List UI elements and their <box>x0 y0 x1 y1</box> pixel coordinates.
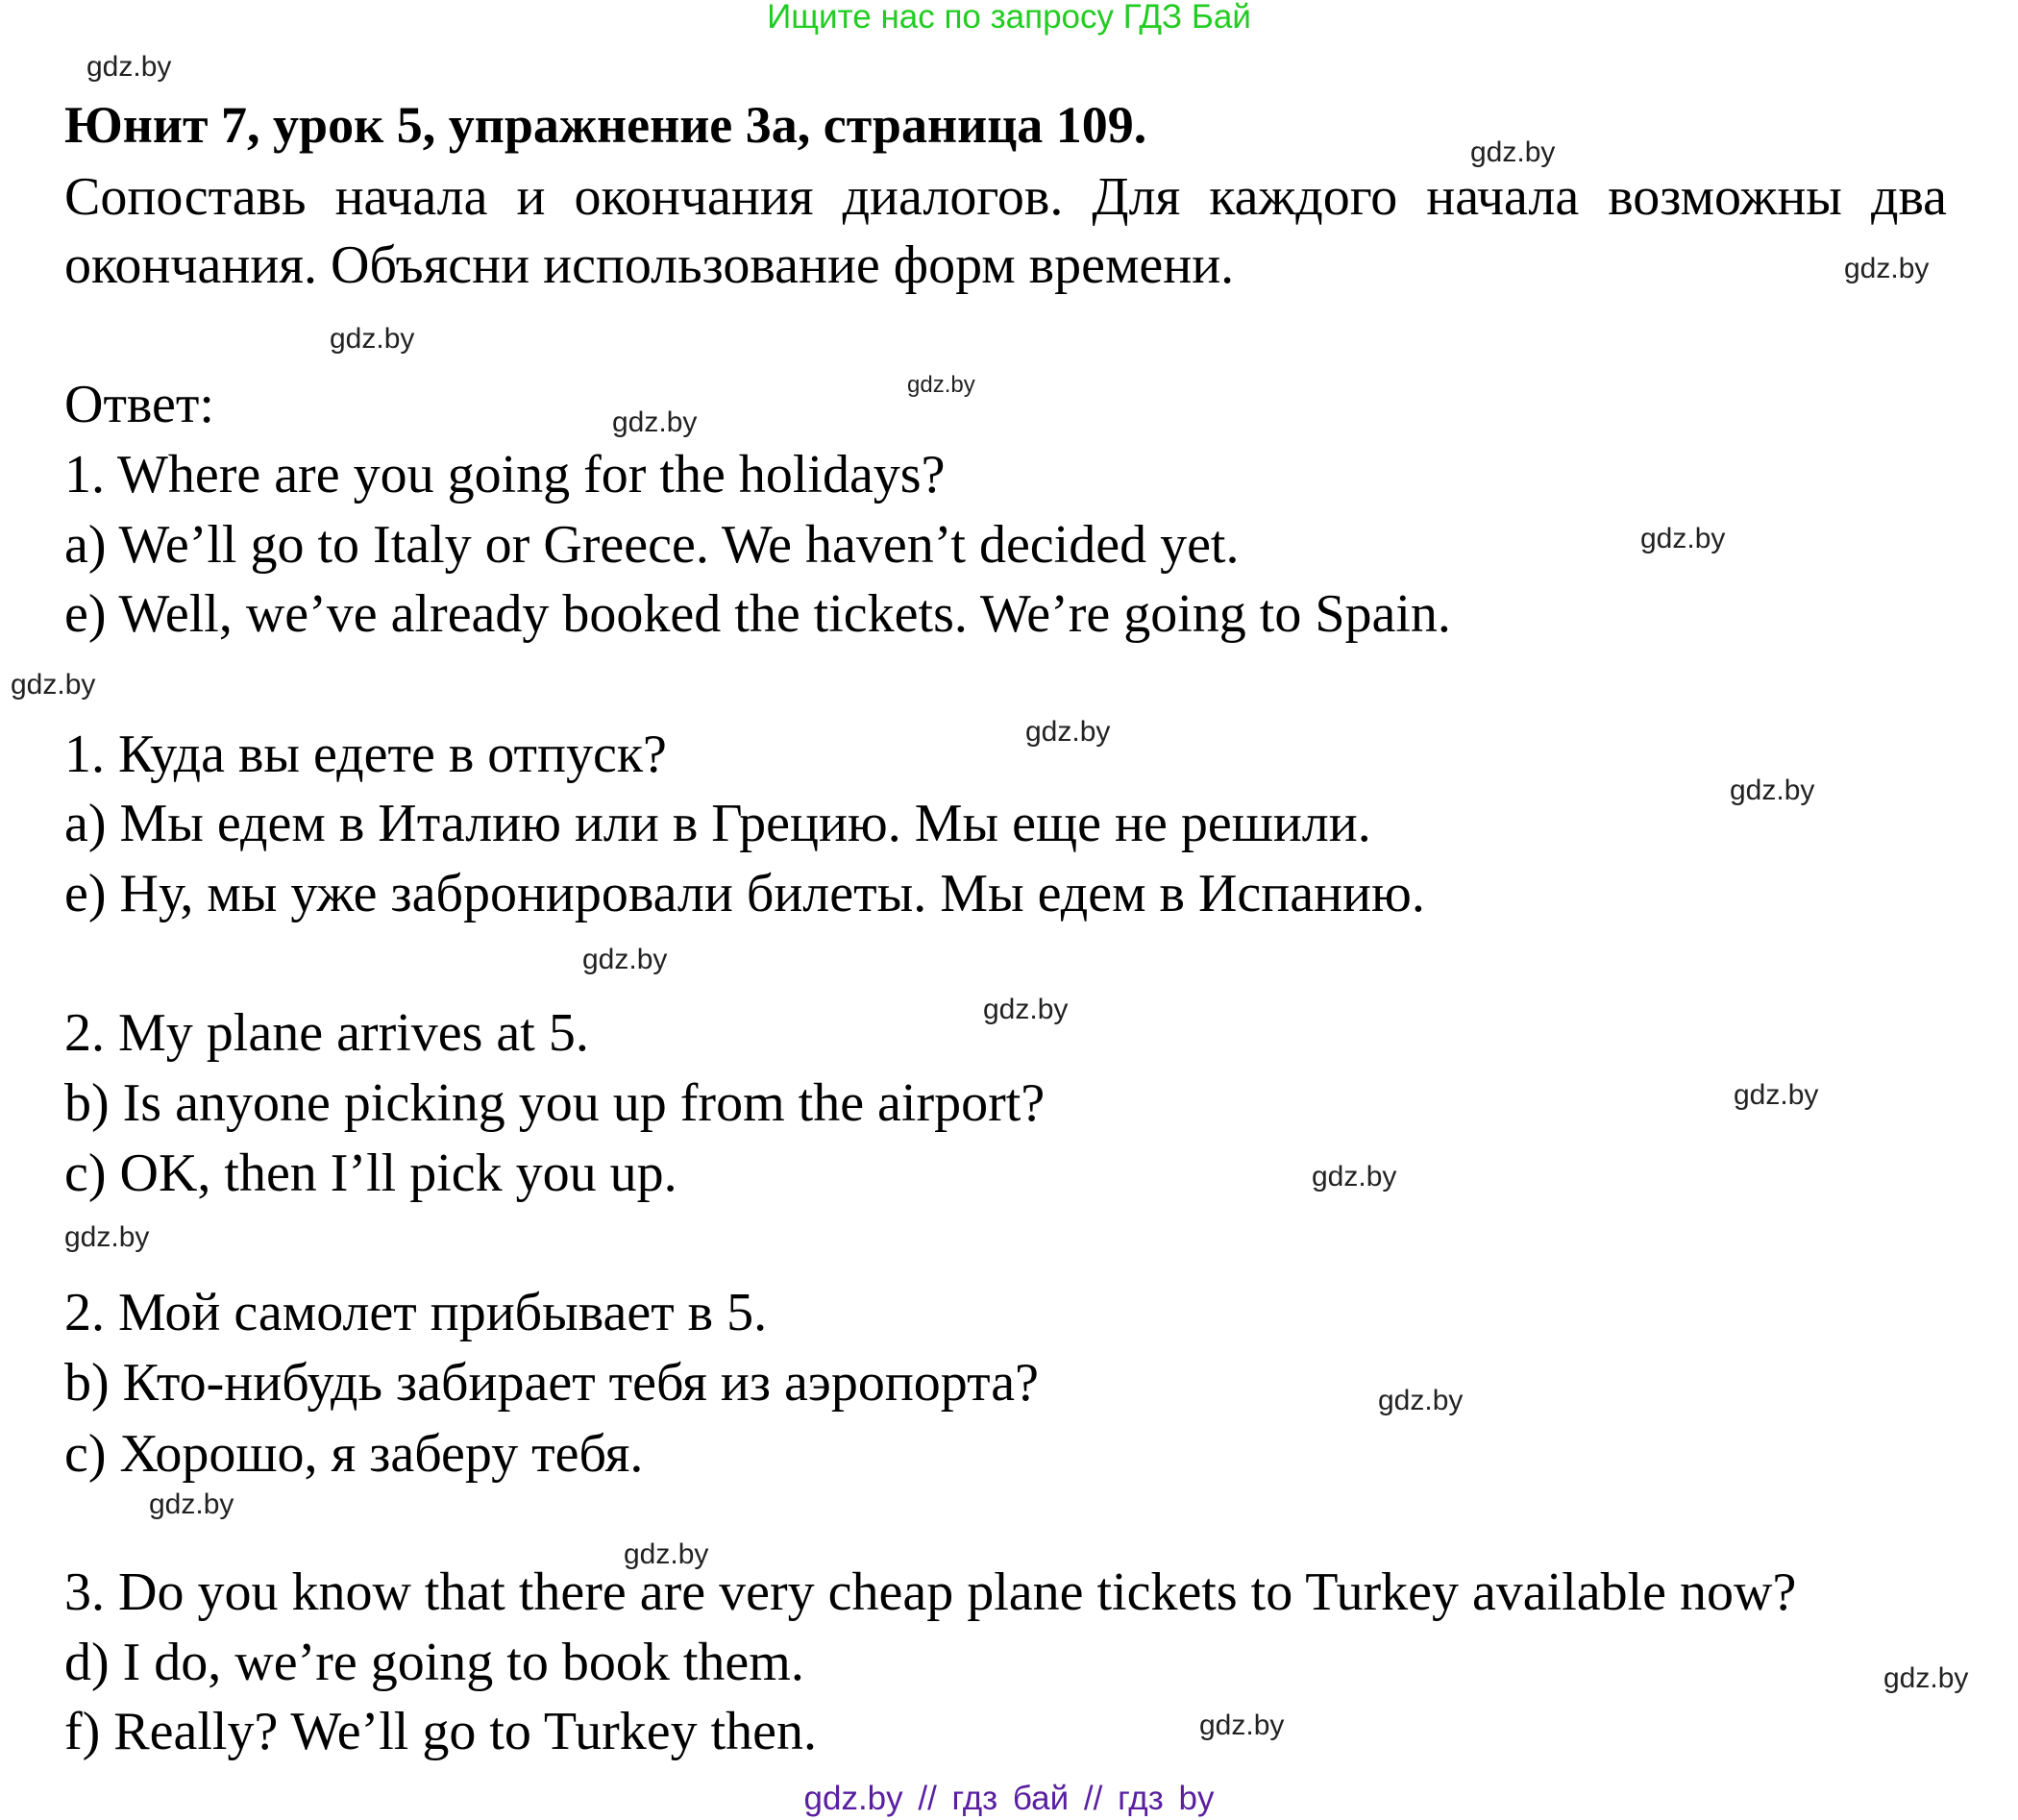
watermark: gdz.by <box>1734 1079 1819 1111</box>
watermark: gdz.by <box>1378 1385 1464 1416</box>
watermark: gdz.by <box>1199 1709 1285 1741</box>
answer-line: а) Мы едем в Италию или в Грецию. Мы еще не решили. <box>64 794 1371 853</box>
top-search-banner: Ищите нас по запросу ГДЗ Бай <box>767 0 1251 36</box>
answer-label: Ответ: <box>64 375 214 434</box>
watermark: gdz.by <box>983 994 1069 1025</box>
answer-line: 1. Where are you going for the holidays? <box>64 445 946 504</box>
answer-line: e) Well, we’ve already booked the tickets. We’re going to Spain. <box>64 584 1451 644</box>
watermark: gdz.by <box>330 323 415 355</box>
watermark: gdz.by <box>1844 253 1930 284</box>
answer-line: d) I do, we’re going to book them. <box>64 1633 804 1692</box>
watermark: gdz.by <box>624 1538 709 1570</box>
answer-line: е) Ну, мы уже забронировали билеты. Мы едем в Испанию. <box>64 864 1425 923</box>
answer-line: a) We’ll go to Italy or Greece. We haven’t decided yet. <box>64 515 1240 575</box>
watermark: gdz.by <box>1312 1161 1397 1193</box>
watermark: gdz.by <box>64 1221 150 1253</box>
watermark: gdz.by <box>1025 716 1111 748</box>
answer-line: c) Хорошо, я заберу тебя. <box>64 1424 644 1484</box>
watermark: gdz.by <box>1470 136 1556 168</box>
watermark: gdz.by <box>907 372 975 398</box>
page-title: Юнит 7, урок 5, упражнение 3а, страница 109. <box>64 96 1147 154</box>
footer-links: gdz.by // гдз бай // гдз by <box>803 1780 1215 1817</box>
answer-line: 1. Куда вы едете в отпуск? <box>64 725 667 784</box>
watermark: gdz.by <box>582 944 668 975</box>
watermark: gdz.by <box>612 406 698 438</box>
answer-line: b) Кто-нибудь забирает тебя из аэропорта? <box>64 1353 1039 1413</box>
watermark: gdz.by <box>1730 775 1815 806</box>
answer-line: 2. Мой самолет прибывает в 5. <box>64 1283 768 1342</box>
watermark: gdz.by <box>11 669 96 701</box>
watermark: gdz.by <box>149 1488 234 1520</box>
answer-line: f) Really? We’ll go to Turkey then. <box>64 1702 818 1761</box>
watermark: gdz.by <box>1640 523 1726 554</box>
answer-line: b) Is anyone picking you up from the airport? <box>64 1073 1046 1133</box>
answer-line: 2. My plane arrives at 5. <box>64 1003 589 1063</box>
instruction-line-2: окончания. Объясни использование форм времени. <box>64 235 1235 295</box>
answer-line: c) OK, then I’ll pick you up. <box>64 1144 677 1203</box>
answer-line: 3. Do you know that there are very cheap plane tickets to Turkey available now? <box>64 1562 1797 1622</box>
watermark: gdz.by <box>86 51 172 83</box>
instruction-line-1: Сопоставь начала и окончания диалогов. Для каждого начала возможны два <box>64 167 1947 227</box>
watermark: gdz.by <box>1883 1662 1969 1694</box>
